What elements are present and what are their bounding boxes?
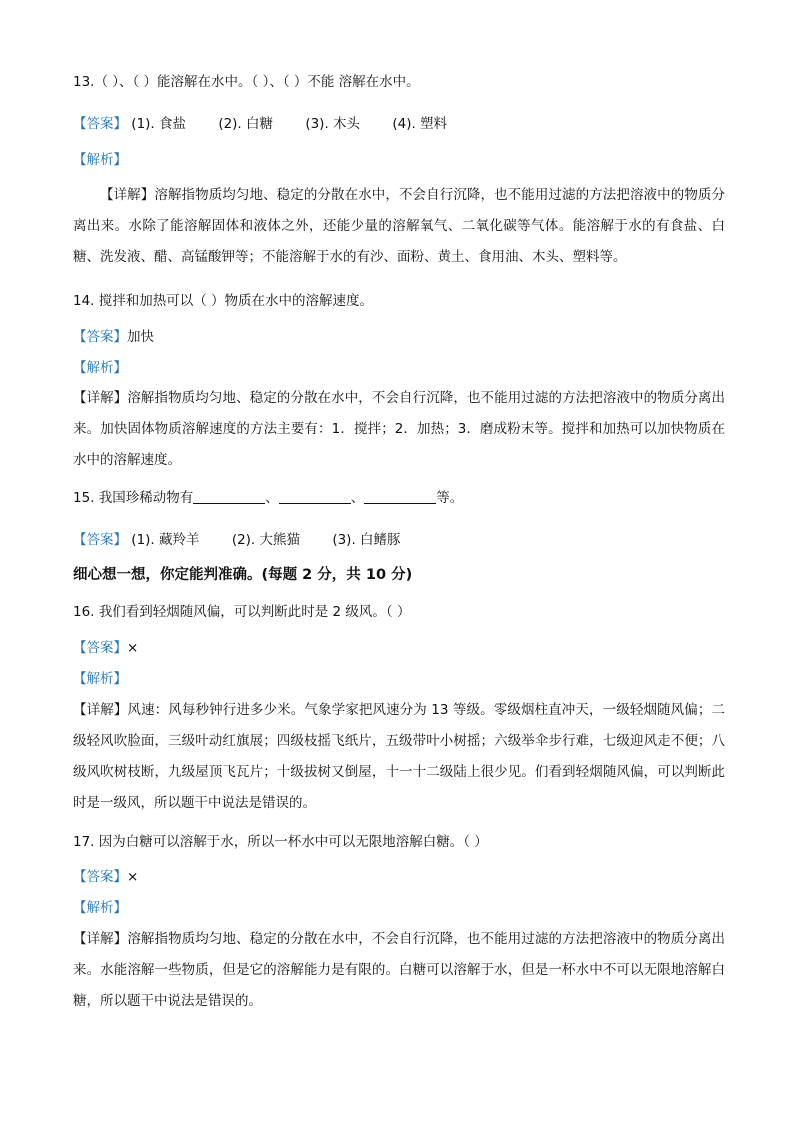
q17-detail	[73, 924, 725, 1017]
analysis-tag: 【解析】	[73, 152, 127, 168]
detail-text: 溶解指物质均匀地、稳定的分散在水中，不会自行沉降，也不能用过滤的方法把溶液中的物质分离出来。水能溶解一些物质，但是它的溶解能力是有限的。白糖可以溶解于水，但是一杯水中不可以无限地溶解白糖，所以题干中说法是错误的。	[73, 931, 726, 1009]
fill-blank	[193, 489, 265, 504]
question-suffix: 等。	[436, 490, 464, 506]
q17-question: 17. 因为白糖可以溶解于水，所以一杯水中可以无限地溶解白糖。（ ）	[73, 834, 488, 850]
detail-text: 溶解指物质均匀地、稳定的分散在水中，不会自行沉降，也不能用过滤的方法把溶液中的物质分离出来。加快固体物质溶解速度的方法主要有：1．搅拌；2．加热；3．磨成粉末等。搅拌和加热可以加快物质在水中的溶解速度。	[73, 390, 726, 468]
answer-text: ×	[127, 869, 139, 885]
answer-item: (1). 藏羚羊	[131, 532, 200, 548]
separator: 、	[350, 490, 365, 506]
analysis-tag: 【解析】	[73, 900, 127, 916]
answer-item: (4). 塑料	[392, 116, 448, 132]
q16-question: 16. 我们看到轻烟随风偏，可以判断此时是 2 级风。（ ）	[73, 604, 411, 620]
analysis-tag: 【解析】	[73, 360, 127, 376]
fill-blank	[364, 489, 436, 504]
answer-tag: 【答案】	[73, 640, 127, 656]
q15-answer-row	[73, 530, 723, 550]
q14-detail	[73, 383, 725, 476]
q16-answer-row	[73, 638, 723, 658]
q14-answer-row	[73, 327, 723, 347]
detail-text: 风速：风每秒钟行进多少米。气象学家把风速分为 13 等级。零级烟柱直冲天，一级轻烟随风偏；二级轻风吹脸面，三级叶动红旗展；四级枝摇飞纸片，五级带叶小树摇；六级举伞步行难，七级迎风走不便；八级风吹树枝断，九级屋顶飞瓦片；十级拔树又倒屋，十一十二级陆上很少见。们看到轻烟随风偏，可以判断此时是一级风，所以题干中说法是错误的。	[73, 702, 726, 811]
separator: 、	[265, 490, 279, 506]
detail-tag: 【详解】	[73, 702, 128, 718]
answer-tag: 【答案】	[73, 116, 127, 132]
fill-blank	[279, 489, 351, 504]
q15-question	[73, 488, 723, 508]
answer-item: (3). 木头	[305, 116, 361, 132]
answer-tag: 【答案】	[73, 532, 127, 548]
q17-answer-row	[73, 867, 723, 887]
detail-tag: 【详解】	[73, 390, 128, 406]
analysis-tag: 【解析】	[73, 671, 127, 687]
answer-text: 加快	[127, 329, 154, 345]
q16-detail	[73, 695, 725, 819]
q13-answer-row	[73, 114, 723, 134]
detail-tag: 【详解】	[100, 187, 155, 203]
answer-item: (2). 大熊猫	[231, 532, 301, 548]
q14-question: 14. 搅拌和加热可以（ ）物质在水中的溶解速度。	[73, 293, 374, 309]
question-prefix: 15. 我国珍稀动物有	[73, 490, 194, 506]
detail-tag: 【详解】	[73, 931, 128, 947]
answer-item: (3). 白鳍豚	[332, 532, 401, 548]
answer-tag: 【答案】	[73, 869, 127, 885]
detail-text: 溶解指物质均匀地、稳定的分散在水中，不会自行沉降，也不能用过滤的方法把溶液中的物质分离出来。水除了能溶解固体和液体之外，还能少量的溶解氧气、二氧化碳等气体。能溶解于水的有食盐、白糖、洗发液、醋、高锰酸钾等；不能溶解于水的有沙、面粉、黄土、食用油、木头、塑料等。	[73, 187, 726, 265]
answer-text: ×	[127, 640, 139, 656]
answer-item: (1). 食盐	[131, 116, 187, 132]
answer-item: (2). 白糖	[218, 116, 274, 132]
q13-question: 13.（ ）、（ ）能溶解在水中。（ ）、（ ）不能 溶解在水中。	[73, 74, 420, 90]
answer-tag: 【答案】	[73, 329, 127, 345]
q13-detail	[73, 180, 725, 273]
section-heading: 细心想一想，你定能判准确。(每题 2 分，共 10 分)	[73, 567, 413, 583]
